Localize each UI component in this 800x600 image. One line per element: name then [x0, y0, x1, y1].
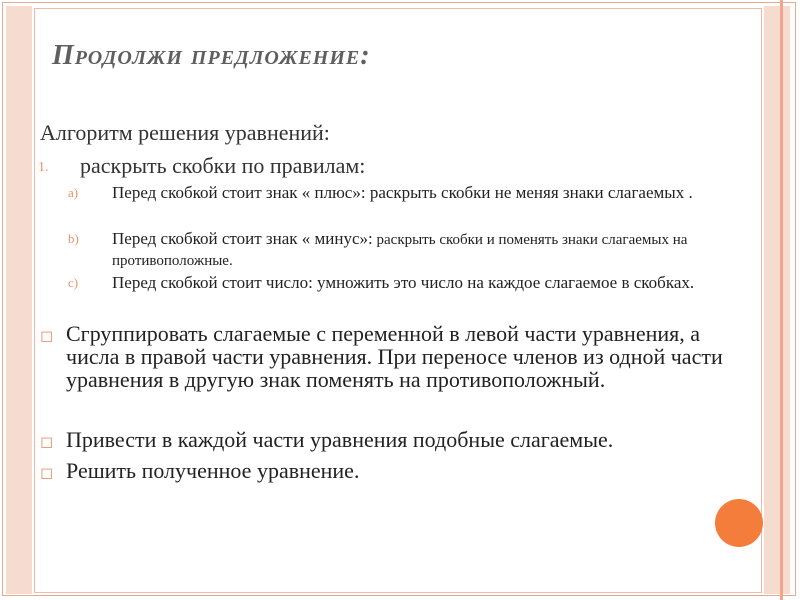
decorative-orange-circle: [715, 499, 763, 547]
subitem-text-main: Перед скобкой стоит знак « плюс»: раскрыть скобки не меняя знаки слагаемых .: [112, 183, 693, 202]
right-decor-strip: [764, 6, 790, 594]
bullet-text: Сгруппировать слагаемые с переменной в левой части уравнения, а числа в правой части уравнения. При переносе членов из одной части уравнения в другую знак поменять на противоположный.: [66, 321, 723, 392]
subitem-text: [112, 273, 752, 292]
subitem-letter: a): [68, 185, 79, 200]
bullet-text: Решить полученное уравнение.: [66, 458, 360, 483]
step-1-text: раскрыть скобки по правилам:: [80, 153, 366, 178]
square-bullet-icon: ◻: [40, 434, 54, 451]
subitem-text: [112, 229, 752, 271]
square-bullet-icon: ◻: [40, 328, 54, 345]
slide-content-frame: [34, 8, 762, 593]
right-accent-line: [780, 0, 783, 600]
algorithm-intro: Алгоритм решения уравнений:: [40, 120, 330, 145]
subitem-text: [112, 183, 752, 202]
subitem-letter: b): [68, 231, 79, 246]
square-bullet-icon: ◻: [40, 465, 54, 482]
subitem-letter: c): [68, 275, 79, 290]
slide-title: Продолжи предложение:: [52, 40, 371, 71]
subitem-text-main: Перед скобкой стоит число: умножить это число на каждое слагаемое в скобках.: [112, 273, 695, 292]
subitem-text-small: раскрыть скобки и поменять знаки слагаемых на противоположные.: [112, 232, 688, 269]
step-1-number: 1.: [38, 160, 49, 175]
left-decor-strip: [6, 6, 32, 594]
bullet-text: Привести в каждой части уравнения подобные слагаемые.: [66, 427, 614, 452]
subitem-text-main: Перед скобкой стоит знак « минус»:: [112, 229, 373, 248]
